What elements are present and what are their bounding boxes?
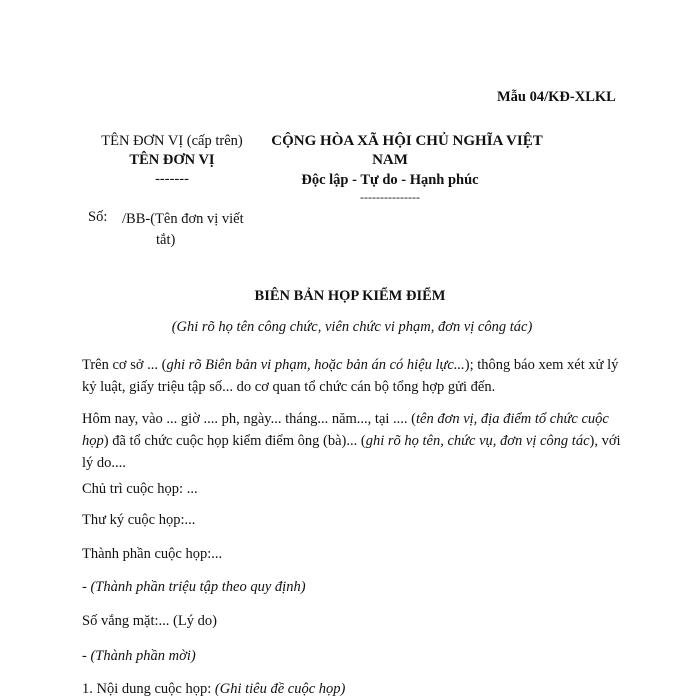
paragraph-meeting xyxy=(82,408,622,474)
motto-underline: --------------- xyxy=(360,190,420,204)
invited-text: (Thành phần mời) xyxy=(90,648,196,664)
meeting-text-c: ) đã tổ chức cuộc họp kiểm điểm ông (bà)... ( xyxy=(103,433,366,449)
header-left xyxy=(82,132,262,189)
doc-number-label: Số: xyxy=(88,209,108,225)
paragraph-basis xyxy=(82,354,622,398)
absent-line: Số vắng mặt:... (Lý do) xyxy=(82,613,217,629)
doc-number-suffix-1: /BB-(Tên đơn vị viết xyxy=(122,211,244,227)
content-label: 1. Nội dung cuộc họp: xyxy=(82,681,215,697)
attendees-note-text: (Thành phần triệu tập theo quy định) xyxy=(90,579,306,595)
basis-text-b: ghi rõ Biên bản vi phạm, hoặc bản án có hiệu lực... xyxy=(166,357,465,373)
form-code: Mẫu 04/KĐ-XLKL xyxy=(497,89,616,105)
content-note: (Ghi tiêu đề cuộc họp) xyxy=(214,681,346,697)
nation-motto: Độc lập - Tự do - Hạnh phúc xyxy=(301,172,479,188)
doc-number-suffix-2: tắt) xyxy=(156,232,176,248)
secretary-line: Thư ký cuộc họp:... xyxy=(82,512,196,528)
invited-line xyxy=(82,648,196,665)
chair-line: Chủ trì cuộc họp: ... xyxy=(82,481,198,497)
unit-name: TÊN ĐƠN VỊ xyxy=(129,152,215,168)
nation-line-1: CỘNG HÒA XÃ HỘI CHỦ NGHĨA VIỆT xyxy=(271,133,543,149)
doc-subtitle: (Ghi rõ họ tên công chức, viên chức vi phạm, đơn vị công tác) xyxy=(171,319,533,335)
basis-text-a: Trên cơ sở ... ( xyxy=(82,357,167,373)
attendees-note xyxy=(82,579,306,596)
meeting-text-e: ), với lý do.... xyxy=(82,433,621,471)
content-line xyxy=(82,681,345,698)
unit-dash: ------- xyxy=(155,171,189,187)
doc-number-suffix xyxy=(122,209,244,251)
attendees-note-dash: - xyxy=(82,579,91,595)
basis-text-c: ); thông báo xem xét xử lý kỷ luật, giấy triệu tập số... do cơ quan tổ chức cán bộ tổng hợp gửi đến. xyxy=(82,357,619,395)
meeting-text-a: Hôm nay, vào ... giờ .... ph, ngày... tháng... năm..., tại .... ( xyxy=(82,411,416,427)
header-right xyxy=(270,132,543,204)
doc-title: BIÊN BẢN HỌP KIỂM ĐIỂM xyxy=(254,288,446,304)
meeting-text-b: tên đơn vị, địa điểm tổ chức cuộc họp xyxy=(82,411,609,449)
attendees-line: Thành phần cuộc họp:... xyxy=(82,546,223,562)
meeting-text-d: ghi rõ họ tên, chức vụ, đơn vị công tác xyxy=(365,433,590,449)
nation-line-2: NAM xyxy=(372,152,408,168)
invited-dash: - xyxy=(82,648,91,664)
parent-unit: TÊN ĐƠN VỊ (cấp trên) xyxy=(101,133,243,149)
